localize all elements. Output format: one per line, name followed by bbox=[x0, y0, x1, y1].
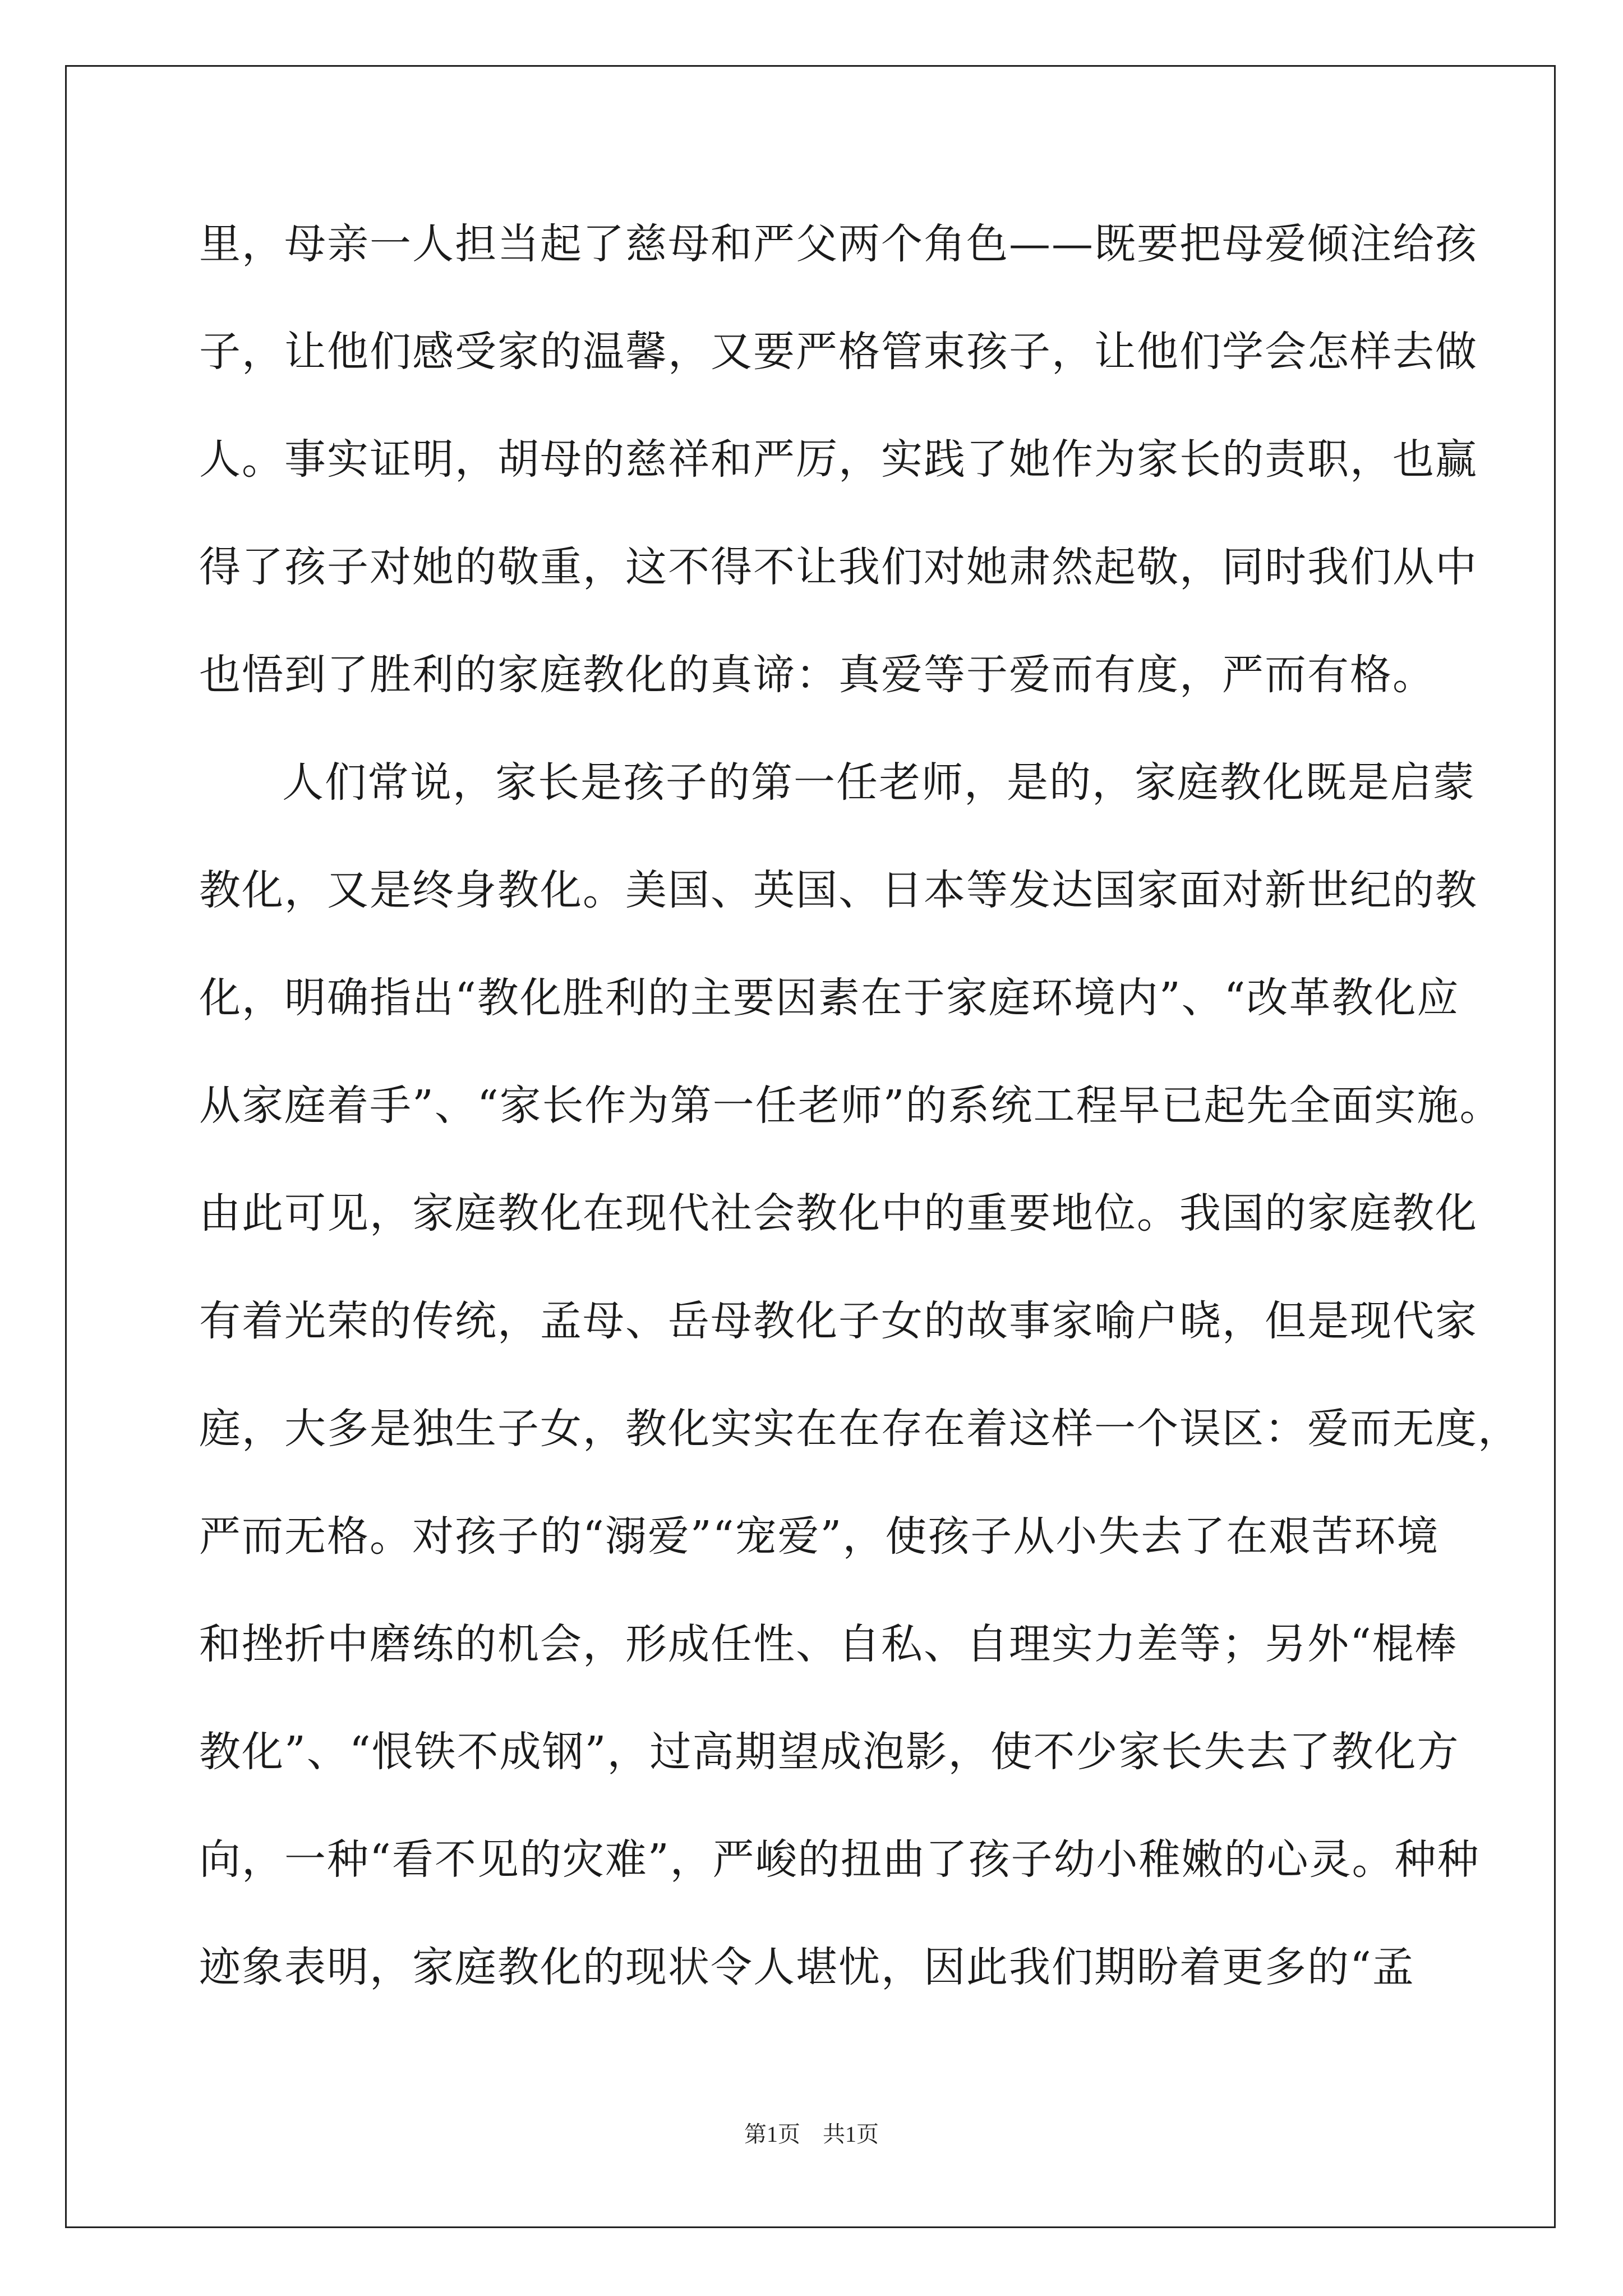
text-line: 庭，大多是独生子女，教化实实在在存在着这样一个误区：爱而无度， bbox=[199, 1405, 1520, 1453]
text-line: 严而无格。对孩子的“溺爱”“宠爱”，使孩子从小失去了在艰苦环境 bbox=[199, 1512, 1440, 1561]
text-line: 教化”、“恨铁不成钢”，过高期望成泡影，使不少家长失去了教化方 bbox=[199, 1728, 1460, 1776]
text-line: 化，明确指出“教化胜利的主要因素在于家庭环境内”、“改革教化应 bbox=[199, 974, 1460, 1022]
text-line: 向，一种“看不见的灾难”，严峻的扭曲了孩子幼小稚嫩的心灵。种种 bbox=[199, 1835, 1480, 1884]
text-line: 和挫折中磨练的机会，形成任性、自私、自理实力差等；另外“棍棒 bbox=[199, 1620, 1458, 1668]
text-line: 里，母亲一人担当起了慈母和严父两个角色——既要把母爱倾注给孩 bbox=[199, 220, 1478, 268]
text-line: 由此可见，家庭教化在现代社会教化中的重要地位。我国的家庭教化 bbox=[199, 1189, 1478, 1237]
text-line: 有着光荣的传统，孟母、岳母教化子女的故事家喻户晓，但是现代家 bbox=[199, 1297, 1478, 1345]
text-line: 从家庭着手”、“家长作为第一任老师”的系统工程早已起先全面实施。 bbox=[199, 1082, 1502, 1130]
paragraph-start-line: 人们常说，家长是孩子的第一任老师，是的，家庭教化既是启蒙 bbox=[282, 758, 1476, 807]
page-total: 共1页 bbox=[823, 2122, 879, 2147]
page-number: 第1页 bbox=[744, 2122, 800, 2147]
text-line: 人。事实证明，胡母的慈祥和严厉，实践了她作为家长的责职，也赢 bbox=[199, 435, 1478, 484]
text-line: 子，让他们感受家的温馨，又要严格管束孩子，让他们学会怎样去做 bbox=[199, 328, 1478, 376]
text-line: 也悟到了胜利的家庭教化的真谛：真爱等于爱而有度，严而有格。 bbox=[199, 651, 1435, 699]
page-border bbox=[65, 65, 1556, 2228]
text-line: 教化，又是终身教化。美国、英国、日本等发达国家面对新世纪的教 bbox=[199, 866, 1478, 914]
page-footer bbox=[0, 2118, 1623, 2151]
text-line: 得了孩子对她的敬重，这不得不让我们对她肃然起敬，同时我们从中 bbox=[199, 543, 1478, 591]
text-line: 迹象表明，家庭教化的现状令人堪忧，因此我们期盼着更多的“孟 bbox=[199, 1943, 1415, 1991]
